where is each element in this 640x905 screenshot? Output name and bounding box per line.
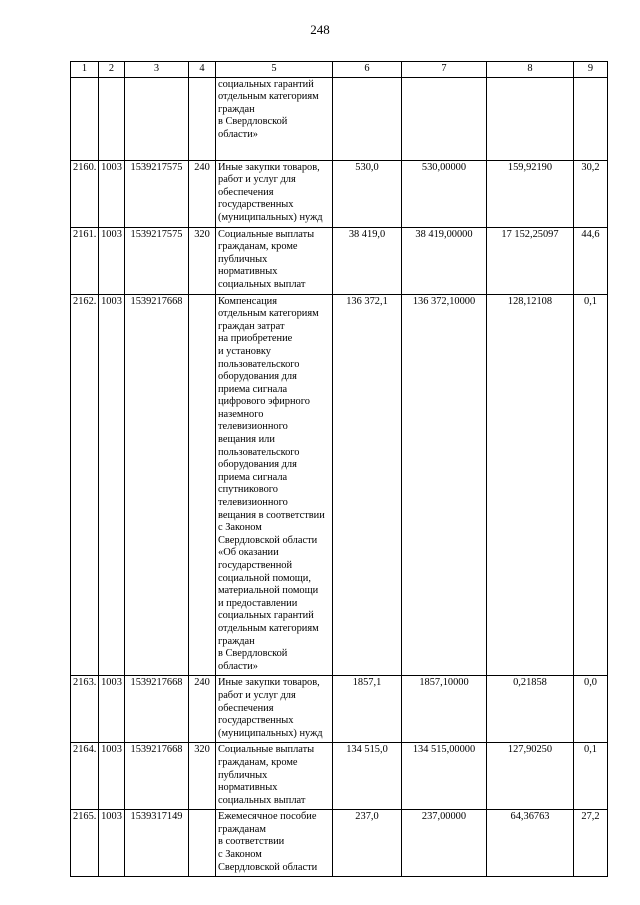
header-col-7: 7 xyxy=(402,62,487,78)
executed-amount: 159,92190 xyxy=(487,160,574,227)
item-name: Социальные выплаты гражданам, кроме публичных нормативных социальных выплат xyxy=(216,227,333,294)
approved-amount xyxy=(402,77,487,160)
target-article-code: 1539217668 xyxy=(125,743,189,810)
execution-percent: 30,2 xyxy=(574,160,608,227)
approved-amount: 134 515,00000 xyxy=(402,743,487,810)
planned-amount: 134 515,0 xyxy=(333,743,402,810)
executed-amount: 127,90250 xyxy=(487,743,574,810)
table-row xyxy=(71,77,608,160)
target-article-code: 1539217668 xyxy=(125,294,189,676)
header-col-1: 1 xyxy=(71,62,99,78)
executed-amount: 128,12108 xyxy=(487,294,574,676)
table-row xyxy=(71,810,608,877)
target-article-code: 1539217668 xyxy=(125,676,189,743)
row-number xyxy=(71,77,99,160)
section-code: 1003 xyxy=(99,294,125,676)
expense-type-code xyxy=(189,294,216,676)
planned-amount: 38 419,0 xyxy=(333,227,402,294)
row-number: 2160. xyxy=(71,160,99,227)
row-number: 2162. xyxy=(71,294,99,676)
table-row xyxy=(71,160,608,227)
execution-percent xyxy=(574,77,608,160)
planned-amount: 237,0 xyxy=(333,810,402,877)
approved-amount: 237,00000 xyxy=(402,810,487,877)
approved-amount: 38 419,00000 xyxy=(402,227,487,294)
row-number: 2165. xyxy=(71,810,99,877)
execution-percent: 0,0 xyxy=(574,676,608,743)
executed-amount: 17 152,25097 xyxy=(487,227,574,294)
row-number: 2161. xyxy=(71,227,99,294)
budget-table xyxy=(70,61,608,877)
page-number: 248 xyxy=(310,22,330,37)
expense-type-code: 320 xyxy=(189,227,216,294)
executed-amount: 0,21858 xyxy=(487,676,574,743)
header-col-5: 5 xyxy=(216,62,333,78)
section-code: 1003 xyxy=(99,810,125,877)
section-code: 1003 xyxy=(99,676,125,743)
execution-percent: 0,1 xyxy=(574,743,608,810)
header-col-4: 4 xyxy=(189,62,216,78)
approved-amount: 530,00000 xyxy=(402,160,487,227)
approved-amount: 1857,10000 xyxy=(402,676,487,743)
header-col-6: 6 xyxy=(333,62,402,78)
target-article-code: 1539217575 xyxy=(125,160,189,227)
table-row xyxy=(71,743,608,810)
planned-amount xyxy=(333,77,402,160)
execution-percent: 0,1 xyxy=(574,294,608,676)
table-row xyxy=(71,676,608,743)
expense-type-code: 320 xyxy=(189,743,216,810)
approved-amount: 136 372,10000 xyxy=(402,294,487,676)
header-col-8: 8 xyxy=(487,62,574,78)
section-code: 1003 xyxy=(99,160,125,227)
table-row xyxy=(71,227,608,294)
target-article-code xyxy=(125,77,189,160)
executed-amount: 64,36763 xyxy=(487,810,574,877)
execution-percent: 44,6 xyxy=(574,227,608,294)
header-col-9: 9 xyxy=(574,62,608,78)
planned-amount: 136 372,1 xyxy=(333,294,402,676)
row-number: 2163. xyxy=(71,676,99,743)
planned-amount: 1857,1 xyxy=(333,676,402,743)
item-name: Социальные выплаты гражданам, кроме публичных нормативных социальных выплат xyxy=(216,743,333,810)
target-article-code: 1539317149 xyxy=(125,810,189,877)
execution-percent: 27,2 xyxy=(574,810,608,877)
item-name: Иные закупки товаров, работ и услуг для обеспечения государственных (муниципальных) нужд xyxy=(216,676,333,743)
item-name: социальных гарантий отдельным категориям граждан в Свердловской области» xyxy=(216,77,333,160)
row-number: 2164. xyxy=(71,743,99,810)
header-row xyxy=(71,62,608,78)
section-code xyxy=(99,77,125,160)
expense-type-code: 240 xyxy=(189,676,216,743)
section-code: 1003 xyxy=(99,743,125,810)
expense-type-code: 240 xyxy=(189,160,216,227)
target-article-code: 1539217575 xyxy=(125,227,189,294)
executed-amount xyxy=(487,77,574,160)
expense-type-code xyxy=(189,810,216,877)
item-name: Иные закупки товаров, работ и услуг для обеспечения государственных (муниципальных) нужд xyxy=(216,160,333,227)
header-col-3: 3 xyxy=(125,62,189,78)
expense-type-code xyxy=(189,77,216,160)
header-col-2: 2 xyxy=(99,62,125,78)
item-name: Компенсация отдельным категориям граждан затрат на приобретение и установку пользовательского оборудования для приема сигнала цифрового эфирного наземного телевизионного вещания или пользовательского оборудования для приема сигнала спутникового телевизионного вещания в соответствии с Законом Свердловской области «Об оказании государственной социальной помощи, материальной помощи и предоставлении социальных гарантий отдельным категориям граждан в Свердловской области» xyxy=(216,294,333,676)
item-name: Ежемесячное пособие гражданам в соответствии с Законом Свердловской области xyxy=(216,810,333,877)
planned-amount: 530,0 xyxy=(333,160,402,227)
section-code: 1003 xyxy=(99,227,125,294)
table-row xyxy=(71,294,608,676)
